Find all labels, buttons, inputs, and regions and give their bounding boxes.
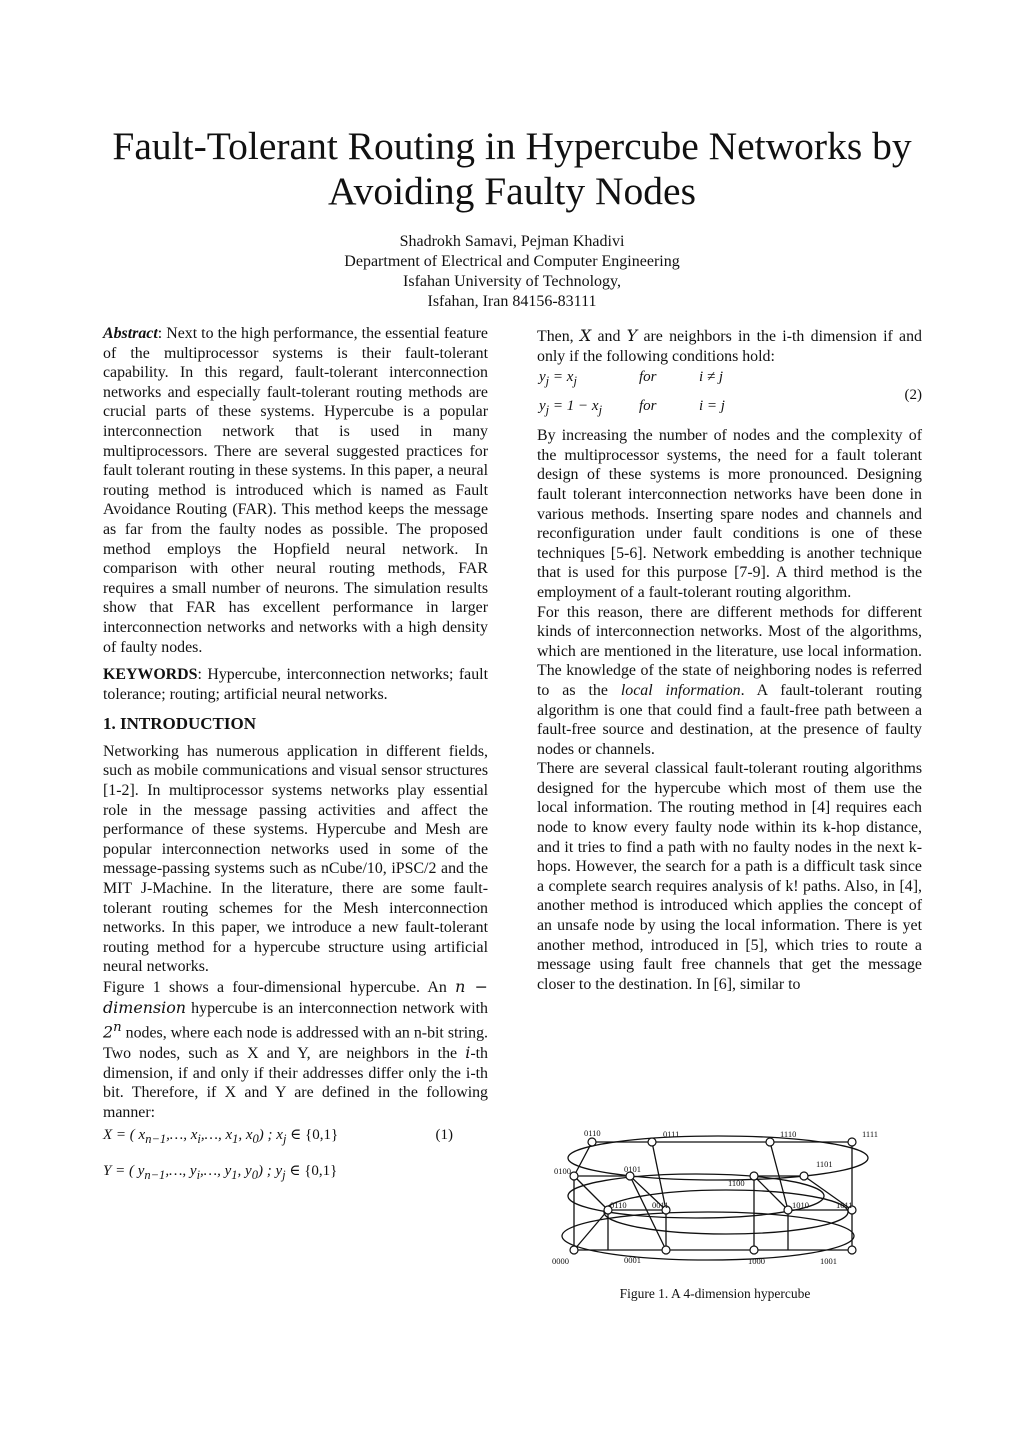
node-label: 1101 <box>816 1159 833 1169</box>
node-label: 1011 <box>836 1200 853 1210</box>
abstract-label: Abstract <box>103 325 158 342</box>
node-label: 1001 <box>820 1256 837 1266</box>
title-line-2: Avoiding Faulty Nodes <box>328 169 696 213</box>
hypercube-node <box>570 1246 578 1254</box>
author-university: Isfahan University of Technology, <box>403 273 621 290</box>
hypercube-node <box>648 1138 656 1146</box>
equation-1-y: Y = ( $y_{n-1},\dots$, $y_i,\dots$, $y_1$, $y_0$) ; $y_j$ ∈ {0,1} <box>103 1163 338 1183</box>
equation-2-number: (2) <box>904 387 922 404</box>
equation-1-x: X = ( $x_{n-1},\dots$, $x_i,\dots$, $x_1$, $x_0$) ; $x_j$ ∈ {0,1} (1) <box>103 1127 453 1147</box>
equation-1-number: (1) <box>435 1127 453 1144</box>
hypercube-node <box>848 1138 856 1146</box>
intro-paragraph-1: Networking has numerous application in different fields, such as mobile communications and visual sensor structures [1-2]. In multiprocessor systems networks play essential role in the message passing activities and affect the performance of these systems. Hypercube and Mesh are popular interconnection networks used in some of the message-passing systems such as nCube/10, iPSC/2 and the MIT J-Machine. In the literature, there are some fault-tolerant routing schemes for the Mesh interconnection networks. In this paper, we introduce a new fault-tolerant routing method for a hypercube structure using artificial neural networks. <box>103 742 488 976</box>
node-label: 1000 <box>748 1256 765 1266</box>
hypercube-node <box>750 1172 758 1180</box>
node-label: 0001 <box>624 1255 641 1265</box>
right-paragraph-2: By increasing the number of nodes and the complexity of the multiprocessor systems, the need for a fault tolerant design of these systems is more pronounced. Designing fault tolerant interconnection networks have been done in various methods. Inserting spare nodes and channels and reconfiguration under fault conditions is one of these techniques [5-6]. Network embedding is another technique that is used for this purpose [7-9]. A third method is the employment of a fault-tolerant routing algorithm. <box>537 427 922 601</box>
right-paragraph-3: For this reason, there are different methods for different kinds of interconnection networks. Most of the algorithms, which are mentioned in the literature, use local information. The knowledge of the state of neighboring nodes is referred to as the local information. A fault-tolerant routing algorithm is one that could find a fault-free path between a fault-free source and destination, at the presence of faulty nodes or channels. <box>537 603 922 758</box>
hypercube-node <box>662 1246 670 1254</box>
node-label: 0000 <box>552 1256 569 1266</box>
n-dimension-math: n − dimension <box>103 977 488 1017</box>
hypercube-node <box>784 1206 792 1214</box>
hypercube-node <box>800 1172 808 1180</box>
keywords <box>103 665 488 704</box>
hypercube-node <box>588 1138 596 1146</box>
author-block <box>150 232 874 312</box>
node-label: 0111 <box>663 1129 680 1139</box>
author-address: Isfahan, Iran 84156-83111 <box>427 293 597 310</box>
node-label: 0011 <box>652 1200 669 1210</box>
hypercube-figure <box>548 1124 888 1284</box>
node-label: 0100 <box>554 1166 571 1176</box>
node-label: 1111 <box>862 1129 879 1139</box>
author-department: Department of Electrical and Computer Engineering <box>344 253 680 270</box>
intro-paragraph-2: Figure 1 shows a four-dimensional hypercube. An n − dimension hypercube is an interconnection network with 2$^n$ nodes, where each node is addressed with an n-bit string. Two nodes, such as X and Y, are neighbors in the i-th dimension, if and only if their addresses differ only the i-th bit. Therefore, if X and Y are defined in the following manner: <box>103 977 488 1121</box>
title-line-1: Fault-Tolerant Routing in Hypercube Networks by <box>112 124 912 168</box>
node-label: 1110 <box>780 1129 797 1139</box>
right-paragraph-4: There are several classical fault-tolerant routing algorithms designed for the hypercube which most of them use the local information. The routing method in [4] requires each node to know every faulty node within its k-hop distance, and it tries to find a path with no faulty nodes in the next k-hops. However, the search for a path is a difficult task since a complete search requires analysis of k! paths. Also, in [4], another method is introduced which applies the concept of an unsafe node by using the local information. There is yet another method, introduced in [5], which tries to route a message using fault free channels that get the message closer to the destination. In [6], similar to <box>537 760 922 993</box>
right-column <box>537 326 922 994</box>
node-label: 0110 <box>610 1200 627 1210</box>
node-label: 1100 <box>728 1178 745 1188</box>
hypercube-node <box>570 1172 578 1180</box>
keywords-label: KEYWORDS <box>103 666 198 684</box>
figure-ellipse <box>562 1212 854 1260</box>
figure-caption: Figure 1. A 4-dimension hypercube <box>619 1286 811 1301</box>
node-label: 1010 <box>792 1200 809 1210</box>
keywords-text: : Hypercube, interconnection networks; fault tolerance; routing; artificial neural networks. <box>103 666 488 703</box>
node-label: 0101 <box>624 1164 641 1174</box>
paper-title <box>80 124 944 214</box>
abstract-text: : Next to the high performance, the essential feature of the multiprocessor systems is their fault-tolerant capability. In this regard, fault-tolerant interconnection networks and especially fault-tolerant routing methods are crucial parts of these systems. Hypercube is a popular interconnection network that is used in many multiprocessors. There are several suggested practices for fault tolerant routing in these systems. In this paper, a neural routing method is introduced which is named as Fault Avoidance Routing (FAR). This method keeps the message as far from the faulty nodes as possible. The proposed method employs the Hopfield neural network. In comparison with other neural routing methods, FAR requires a small number of neurons. The simulation results show that FAR has excellent performance in larger interconnection networks and networks with a high density of faulty nodes. <box>103 325 488 656</box>
equation-2: $y_j = x_j$ for i ≠ j $y_j = 1 - x_j$ for i = j (2) <box>539 369 922 418</box>
hypercube-node <box>848 1246 856 1254</box>
abstract <box>103 324 488 657</box>
hypercube-node <box>766 1138 774 1146</box>
section-heading-introduction: 1. INTRODUCTION <box>103 714 257 734</box>
right-paragraph-1: Then, X and Y are neighbors in the i-th dimension if and only if the following conditions hold: <box>537 326 922 365</box>
hypercube-node <box>750 1246 758 1254</box>
node-label: 0110 <box>584 1128 601 1138</box>
author-names: Shadrokh Samavi, Pejman Khadivi <box>399 233 625 250</box>
left-column <box>103 324 488 1192</box>
